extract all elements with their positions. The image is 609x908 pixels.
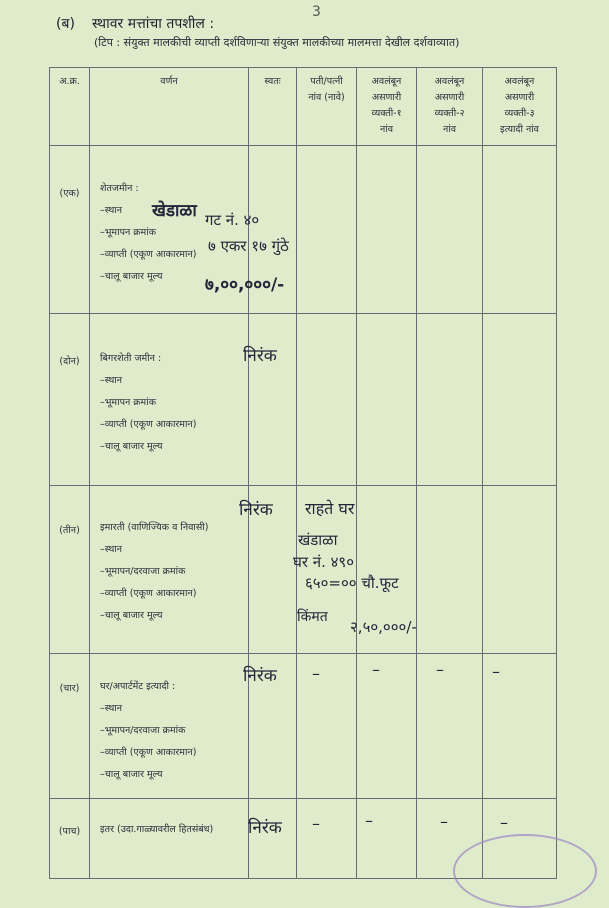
dash-mark: – bbox=[312, 664, 320, 683]
header-spouse: पती/पत्नी नांव (नावे) bbox=[297, 68, 357, 146]
section-note: (टिप : संयुक्त मालकीची व्याप्ती दर्शविणाऱ्या संयुक्त मालकीच्या मालमत्ता देखील दर्शवाव्यात) bbox=[94, 36, 460, 49]
handwritten-value-label: किंमत bbox=[297, 609, 328, 625]
handwritten-value: २,५०,०००/- bbox=[350, 618, 417, 636]
handwritten-area: ६५०=०० चौ.फूट bbox=[305, 574, 399, 592]
row-label: (दोन) bbox=[50, 314, 90, 486]
section-marker: (ब) bbox=[56, 16, 75, 32]
dash-mark: – bbox=[365, 811, 373, 830]
handwritten-nil: निरंक bbox=[248, 818, 282, 838]
table-row bbox=[50, 314, 557, 486]
section-title: स्थावर मत्तांचा तपशील : bbox=[92, 16, 215, 32]
row-description: शेतजमीन : –स्थान –भूमापन क्रमांक –व्याप्ती (एकूण आकारमान) –चालू बाजार मूल्य bbox=[90, 146, 249, 314]
header-self: स्वतः bbox=[249, 68, 297, 146]
dash-mark: – bbox=[436, 660, 444, 679]
row-label: (तीन) bbox=[50, 486, 90, 654]
header-dependent-2: अवलंबून असणारी व्यक्ती-२ नांव bbox=[417, 68, 483, 146]
dash-mark: – bbox=[312, 814, 320, 833]
assets-table bbox=[49, 67, 557, 879]
row-description: घर/अपार्टमेंट इत्यादी : –स्थान –भूमापन/दरवाजा क्रमांक –व्याप्ती (एकूण आकारमान) –चालू बाजार मूल्य bbox=[90, 654, 249, 799]
dash-mark: – bbox=[440, 812, 448, 831]
handwritten-area: ७ एकर १७ गुंठे bbox=[208, 237, 289, 255]
handwritten-nil: निरंक bbox=[239, 500, 273, 520]
row-label: (एक) bbox=[50, 146, 90, 314]
handwritten-nil: निरंक bbox=[243, 346, 277, 366]
row-label: (पाच) bbox=[50, 799, 90, 879]
handwritten-place: खेडाळा bbox=[152, 201, 197, 221]
dash-mark: – bbox=[500, 813, 508, 832]
notary-stamp bbox=[453, 834, 597, 908]
header-sr: अ.क्र. bbox=[50, 68, 90, 146]
page-number: 3 bbox=[312, 4, 321, 20]
dash-mark: – bbox=[372, 660, 380, 679]
table-row bbox=[50, 654, 557, 799]
handwritten-value: ७,००,०००/- bbox=[205, 275, 285, 295]
row-description: इमारती (वाणिज्यिक व निवासी) –स्थान –भूमापन/दरवाजा क्रमांक –व्याप्ती (एकूण आकारमान) –चालू बाजार मूल्य bbox=[90, 486, 249, 654]
row-description: इतर (उदा.गाळ्यावरील हितसंबंध) bbox=[90, 799, 249, 879]
table-row bbox=[50, 146, 557, 314]
header-dependent-3: अवलंबून असणारी व्यक्ती-३ इत्यादी नांव bbox=[483, 68, 557, 146]
handwritten-nil: निरंक bbox=[243, 666, 277, 686]
handwritten-property-type: राहते घर bbox=[305, 499, 355, 518]
row-label: (चार) bbox=[50, 654, 90, 799]
header-dependent-1: अवलंबून असणारी व्यक्ती-१ नांव bbox=[357, 68, 417, 146]
handwritten-survey-number: गट नं. ४० bbox=[205, 211, 260, 229]
handwritten-place: खंडाळा bbox=[298, 531, 338, 549]
handwritten-house-number: घर नं. ४९० bbox=[293, 553, 355, 571]
table-header-row bbox=[50, 68, 557, 146]
header-description: वर्णन bbox=[90, 68, 249, 146]
row-description: बिगरशेती जमीन : –स्थान –भूमापन क्रमांक –व्याप्ती (एकूण आकारमान) –चालू बाजार मूल्य bbox=[90, 314, 249, 486]
dash-mark: – bbox=[492, 662, 500, 681]
